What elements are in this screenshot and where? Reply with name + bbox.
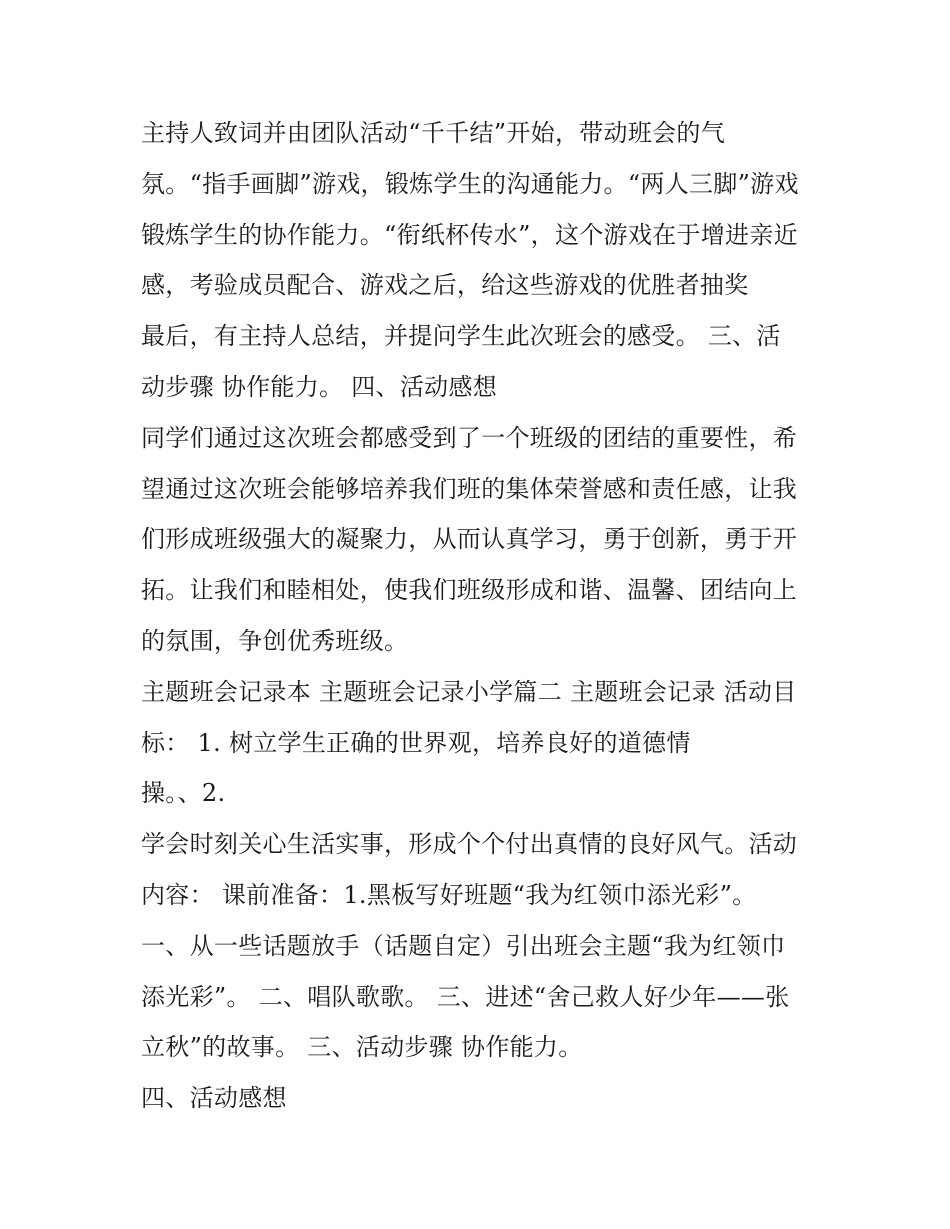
text-line: 同学们通过这次班会都感受到了一个班级的团结的重要性，希 — [141, 423, 798, 452]
text-line: 感，考验成员配合、游戏之后，给这些游戏的优胜者抽奖 — [141, 271, 749, 300]
text-line: 们形成班级强大的凝聚力，从而认真学习，勇于创新，勇于开 — [141, 525, 798, 554]
text-line: 标： 1. 树立学生正确的世界观，培养良好的道德情 — [141, 728, 691, 757]
text-line: 添光彩”。 二、唱队歌歌。 三、进述“舍己救人好少年——张 — [141, 982, 790, 1011]
text-line: 四、活动感想 — [141, 1084, 287, 1113]
text-line: 的氛围，争创优秀班级。 — [141, 626, 409, 655]
text-line: 主持人致词并由团队活动“千千结”开始，带动班会的气 — [141, 119, 726, 147]
text-line: 望通过这次班会能够培养我们班的集体荣誉感和责任感，让我 — [141, 474, 798, 503]
text-line: 氛。“指手画脚”游戏，锻炼学生的沟通能力。“两人三脚”游戏 — [141, 169, 799, 198]
text-line: 学会时刻关心生活实事，形成个个付出真情的良好风气。活动 — [141, 830, 798, 859]
text-line: 操。、2. — [141, 779, 226, 808]
text-line: 内容： 课前准备：1.黑板写好班题“我为红领巾添光彩”。 — [141, 880, 757, 909]
document-body — [141, 108, 821, 1124]
text-line: 主题班会记录本 主题班会记录小学篇二 主题班会记录 活动目 — [141, 677, 797, 706]
text-line: 一、从一些话题放手（话题自定）引出班会主题“我为红领巾 — [141, 931, 786, 960]
text-line: 最后，有主持人总结，并提问学生此次班会的感受。 三、活 — [141, 322, 781, 351]
text-line: 立秋”的故事。 三、活动步骤 协作能力。 — [141, 1033, 583, 1062]
text-line: 动步骤 协作能力。 四、活动感想 — [141, 372, 498, 401]
text-line: 锻炼学生的协作能力。“衔纸杯传水”，这个游戏在于增进亲近 — [141, 220, 798, 249]
text-line: 拓。让我们和睦相处，使我们班级形成和谐、温馨、团结向上 — [141, 576, 798, 605]
